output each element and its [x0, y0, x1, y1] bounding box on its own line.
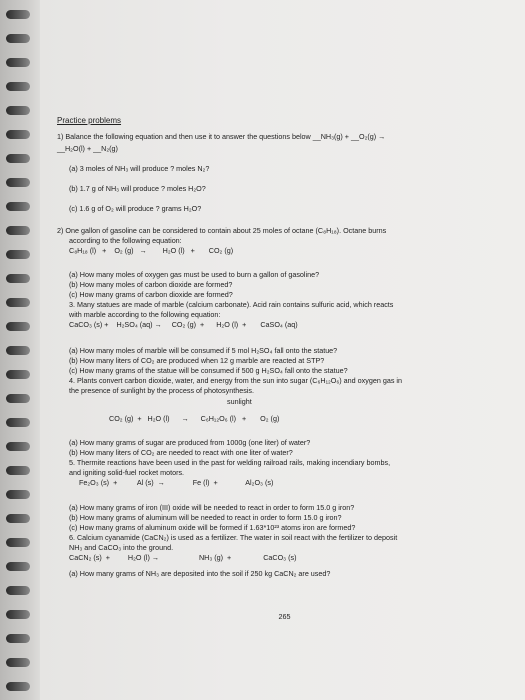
- question-2-line: 2) One gallon of gasoline can be considered to contain about 25 moles of octane (C₈H₁₈). Octane burns: [57, 226, 387, 235]
- question-5-line: 5. Thermite reactions have been used in the past for welding railroad rails, making incendiary bombs,: [69, 458, 391, 467]
- question-5-line-2: and igniting solid-fuel rocket motors.: [69, 468, 185, 477]
- binding-ring: [6, 274, 30, 283]
- binding-ring: [6, 130, 30, 139]
- question-3-part-b: (b) How many liters of CO₂ are produced when 12 g marble are reacted at STP?: [69, 356, 325, 365]
- question-3-part-c: (c) How many grams of the statue will be consumed if 500 g H₂SO₄ fall onto the statue?: [69, 366, 348, 375]
- binding-ring: [6, 682, 30, 691]
- binding-ring: [6, 154, 30, 163]
- question-2-part-b: (b) How many moles of carbon dioxide are formed?: [69, 280, 233, 289]
- question-5-part-b: (b) How many grams of aluminum will be needed to react in order to form 15.0 g iron?: [69, 513, 342, 522]
- notebook-binding: [0, 0, 40, 700]
- binding-ring: [6, 250, 30, 259]
- binding-ring: [6, 538, 30, 547]
- question-1-line: 1) Balance the following equation and then use it to answer the questions below __NH₃(g) + __O₂(g) →: [57, 132, 386, 141]
- page-number: 265: [278, 612, 291, 621]
- binding-ring: [6, 394, 30, 403]
- binding-ring: [6, 610, 30, 619]
- binding-ring: [6, 514, 30, 523]
- question-4-line-2: the presence of sunlight by the process of photosynthesis.: [69, 386, 254, 395]
- question-1-part-c: (c) 1.6 g of O₂ will produce ? grams H₂O?: [69, 204, 202, 213]
- binding-ring: [6, 634, 30, 643]
- question-3-line-2: with marble according to the following equation:: [69, 310, 221, 319]
- binding-ring: [6, 322, 30, 331]
- question-1-part-a: (a) 3 moles of NH₃ will produce ? moles N₂?: [69, 164, 210, 173]
- question-6-line-2: NH₃ and CaCO₃ into the ground.: [69, 543, 174, 552]
- binding-ring: [6, 562, 30, 571]
- sunlight-label: sunlight: [227, 397, 252, 406]
- question-4-part-a: (a) How many grams of sugar are produced from 1000g (one liter) of water?: [69, 438, 311, 447]
- binding-ring: [6, 178, 30, 187]
- binding-ring: [6, 58, 30, 67]
- binding-ring: [6, 10, 30, 19]
- question-3-line: 3. Many statues are made of marble (calcium carbonate). Acid rain contains sulfuric acid, which reacts: [69, 300, 394, 309]
- binding-ring: [6, 418, 30, 427]
- binding-ring: [6, 202, 30, 211]
- question-3-part-a: (a) How many moles of marble will be consumed if 5 mol H₂SO₄ fall onto the statue?: [69, 346, 338, 355]
- binding-ring: [6, 490, 30, 499]
- question-5-part-a: (a) How many grams of iron (III) oxide will be needed to react in order to form 15.0 g iron?: [69, 503, 355, 512]
- question-2-equation: C₈H₁₈ (l) + O₂ (g) → H₂O (l) + CO₂ (g): [69, 246, 234, 255]
- question-3-equation: CaCO₃ (s) + H₂SO₄ (aq) → CO₂ (g) + H₂O (l) + CaSO₄ (aq): [69, 320, 298, 329]
- binding-ring: [6, 658, 30, 667]
- binding-ring: [6, 298, 30, 307]
- binding-ring: [6, 34, 30, 43]
- question-4-part-b: (b) How many liters of CO₂ are needed to react with one liter of water?: [69, 448, 293, 457]
- question-2-line-2: according to the following equation:: [69, 236, 182, 245]
- question-1-part-b: (b) 1.7 g of NH₃ will produce ? moles H₂O?: [69, 184, 206, 193]
- question-2-part-a: (a) How many moles of oxygen gas must be used to burn a gallon of gasoline?: [69, 270, 320, 279]
- question-5-equation: Fe₂O₃ (s) + Al (s) → Fe (l) + Al₂O₃ (s): [79, 478, 274, 487]
- question-4-line: 4. Plants convert carbon dioxide, water, and energy from the sun into sugar (C₆H₁₂O₆) and oxygen gas in: [69, 376, 403, 385]
- question-6-line: 6. Calcium cyanamide (CaCN₂) is used as a fertilizer. The water in soil react with the fertilizer to deposit: [69, 533, 398, 542]
- binding-ring: [6, 106, 30, 115]
- binding-ring: [6, 586, 30, 595]
- binding-ring: [6, 442, 30, 451]
- page-title: Practice problems: [57, 116, 122, 125]
- question-6-part-a: (a) How many grams of NH₃ are deposited into the soil if 250 kg CaCN₂ are used?: [69, 569, 331, 578]
- question-6-equation: CaCN₂ (s) + H₂O (l) → NH₃ (g) + CaCO₃ (s): [69, 553, 297, 562]
- question-1-equation-cont: __H₂O(l) + __N₂(g): [57, 144, 118, 153]
- binding-ring: [6, 370, 30, 379]
- question-4-equation: CO₂ (g) + H₂O (l) → C₆H₁₂O₆ (l) + O₂ (g): [109, 414, 280, 423]
- binding-ring: [6, 466, 30, 475]
- binding-ring: [6, 82, 30, 91]
- binding-ring: [6, 346, 30, 355]
- question-2-part-c: (c) How many grams of carbon dioxide are formed?: [69, 290, 233, 299]
- binding-ring: [6, 226, 30, 235]
- question-5-part-c: (c) How many grams of aluminum oxide will be formed if 1.63*10²³ atoms iron are formed?: [69, 523, 356, 532]
